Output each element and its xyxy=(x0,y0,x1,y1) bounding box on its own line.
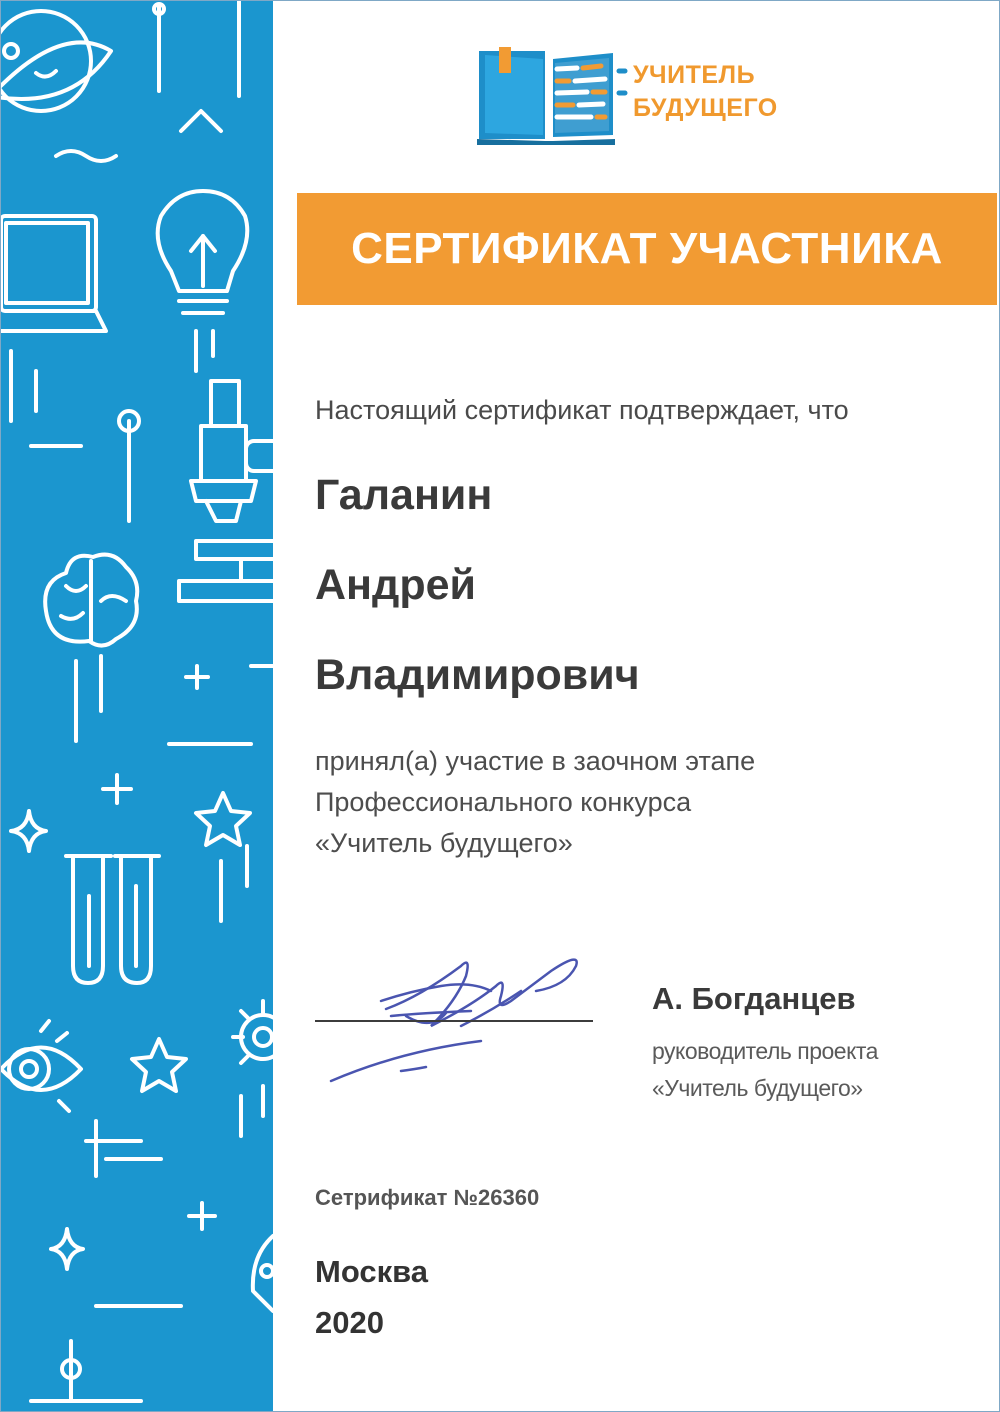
recipient-first-name: Андрей xyxy=(315,561,476,609)
laptop-icon xyxy=(1,216,106,331)
logo-line-2: БУДУЩЕГО xyxy=(633,94,778,122)
title-banner xyxy=(297,193,997,305)
year: 2020 xyxy=(315,1305,384,1340)
gear-icon xyxy=(233,1001,273,1063)
signer-role-line-2: «Учитель будущего» xyxy=(652,1075,863,1101)
brain-icon xyxy=(45,555,137,741)
signature-line xyxy=(315,1020,593,1022)
signer-role xyxy=(652,1033,878,1107)
certificate-title: СЕРТИФИКАТ УЧАСТНИКА xyxy=(351,224,943,273)
microscope-icon xyxy=(179,381,273,601)
sparkle-icon xyxy=(11,811,46,851)
recipient-surname: Галанин xyxy=(315,471,493,519)
lightbulb-icon xyxy=(158,191,248,371)
test-tubes-icon xyxy=(66,856,159,983)
intro-text: Настоящий сертификат подтверждает, что xyxy=(315,395,849,425)
rocket-icon xyxy=(253,1236,273,1311)
logo-text xyxy=(633,59,778,125)
city: Москва xyxy=(315,1254,428,1289)
recipient-patronymic: Владимирович xyxy=(315,651,640,699)
logo-line-1: УЧИТЕЛЬ xyxy=(633,61,756,89)
open-book-icon xyxy=(473,41,633,146)
signer-role-line-1: руководитель проекта xyxy=(652,1038,878,1064)
eye-icon xyxy=(1,1021,81,1111)
certificate-number: Сетрификат №26360 xyxy=(315,1185,540,1210)
decorative-sidebar xyxy=(1,1,273,1412)
description-line-2: Профессионального конкурса xyxy=(315,787,692,817)
planet-icon xyxy=(1,11,111,111)
handwritten-signature xyxy=(321,931,601,1101)
star-icon xyxy=(196,793,250,845)
participation-description xyxy=(315,741,755,864)
signer-name: А. Богданцев xyxy=(652,981,856,1016)
description-line-1: принял(а) участие в заочном этапе xyxy=(315,746,756,776)
description-line-3: «Учитель будущего» xyxy=(315,828,573,858)
